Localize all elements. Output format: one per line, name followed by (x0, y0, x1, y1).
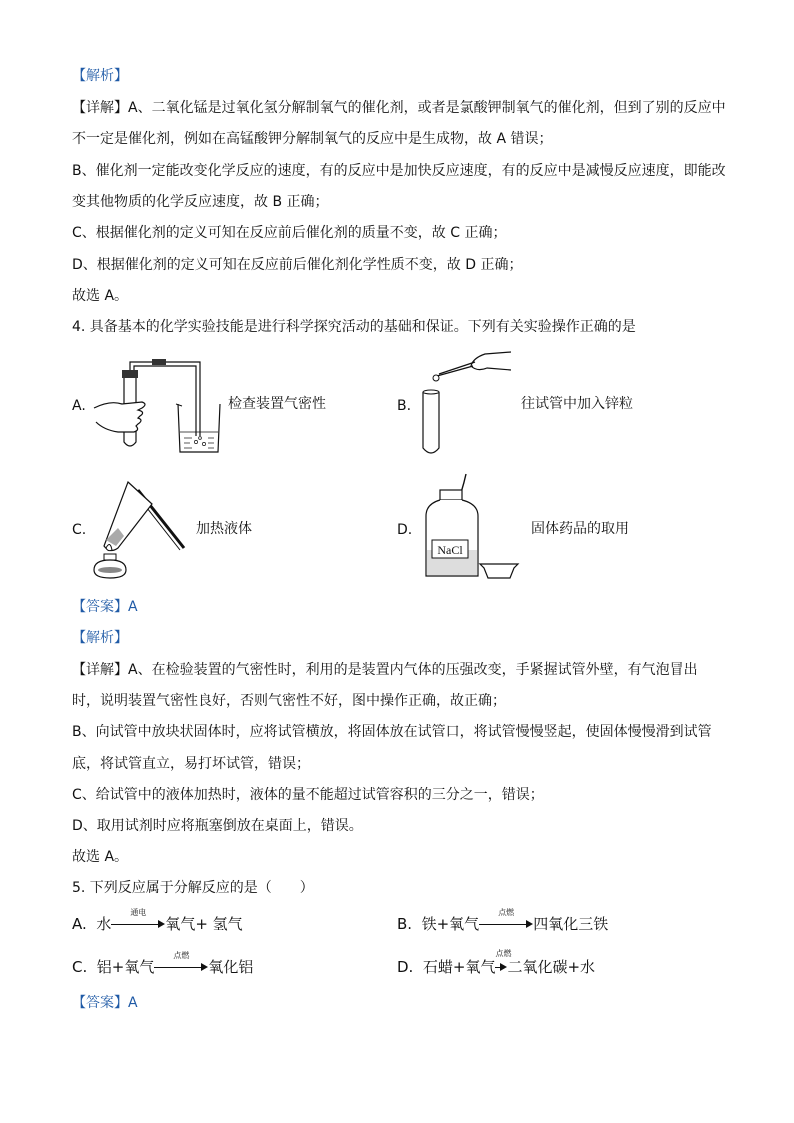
q4-stem: 4. 具备基本的化学实验技能是进行科学探究活动的基础和保证。下列有关实验操作正确的是 (72, 319, 636, 335)
q5-option-d-reactants: 石蜡+氧气 (422, 958, 496, 976)
reaction-arrow (479, 908, 533, 934)
q4-option-d-caption: 固体药品的取用 (531, 521, 629, 537)
q3-option-b-line-2: 变其他物质的化学反应速度，故 B 正确； (72, 194, 329, 210)
q5-option-a-reactants: 水 (96, 915, 112, 933)
reaction-arrow (111, 908, 165, 934)
q5-option-d (397, 949, 596, 977)
q4-option-c-caption: 加热液体 (196, 521, 252, 537)
reaction-condition: 通电 (130, 908, 147, 917)
add-zinc-granule-figure (415, 344, 515, 460)
q5-option-a-products: 氧气+ 氢气 (165, 915, 243, 933)
q4-option-b-letter: B. (397, 398, 412, 414)
reaction-condition: 点燃 (498, 908, 515, 917)
q5-option-b-letter: B. (397, 915, 413, 933)
q3-option-b-line-1: B、催化剂一定能改变化学反应的速度，有的反应中是加快反应速度，有的反应中是减慢反应速度，即能改 (72, 163, 726, 179)
heating-liquid-figure (88, 478, 190, 582)
q3-detail-line-2: 不一定是催化剂，例如在高锰酸钾分解制氧气的反应中是生成物，故 A 错误； (72, 131, 553, 147)
q4-analysis-heading: 【解析】 (72, 630, 128, 646)
q3-conclusion: 故选 A。 (72, 288, 129, 304)
q5-option-c-reactants: 铝+氧气 (96, 958, 155, 976)
q5-option-c-products: 氧化铝 (208, 958, 254, 976)
q4-option-a-letter: A. (72, 398, 86, 414)
q4-option-a-caption: 检查装置气密性 (228, 396, 326, 412)
q3-option-c-line: C、根据催化剂的定义可知在反应前后催化剂的质量不变，故 C 正确； (72, 225, 507, 241)
reaction-arrow (495, 949, 512, 977)
reaction-condition: 点燃 (173, 951, 190, 960)
q4-option-c-letter: C. (72, 522, 87, 538)
solid-reagent-figure (418, 472, 522, 580)
q5-option-b-reactants: 铁+氧气 (421, 915, 480, 933)
q3-analysis-heading: 【解析】 (72, 68, 128, 84)
q5-option-c (72, 951, 254, 977)
q3-option-d-line: D、根据催化剂的定义可知在反应前后催化剂化学性质不变，故 D 正确； (72, 257, 523, 273)
q4-detail-line-1: 【详解】A、在检验装置的气密性时，利用的是装置内气体的压强改变，手紧握试管外壁，有气泡冒出 (72, 662, 698, 678)
q4-detail-line-2: 时，说明装置气密性良好，否则气密性不好，图中操作正确，故正确； (72, 693, 506, 709)
q4-option-b-caption: 往试管中加入锌粒 (521, 396, 633, 412)
q5-option-d-letter: D. (397, 958, 414, 976)
q4-option-d-letter: D. (397, 522, 413, 538)
q5-answer: 【答案】A (72, 995, 138, 1011)
q3-detail-line-1: 【详解】A、二氧化锰是过氧化氢分解制氧气的催化剂，或者是氯酸钾制氧气的催化剂，但到了别的反应中 (72, 100, 726, 116)
q4-option-d-line: D、取用试剂时应将瓶塞倒放在桌面上，错误。 (72, 818, 363, 834)
q5-stem: 5. 下列反应属于分解反应的是（ ） (72, 880, 314, 896)
reaction-condition: 点燃 (495, 949, 512, 958)
q4-answer: 【答案】A (72, 599, 138, 615)
reaction-arrow (154, 951, 208, 977)
airtightness-check-figure (92, 356, 222, 456)
q5-option-d-products: 二氧化碳+水 (507, 958, 596, 976)
q5-option-b-products: 四氧化三铁 (533, 915, 609, 933)
q5-option-c-letter: C. (72, 958, 88, 976)
q5-option-b (397, 908, 609, 934)
q4-option-c-line: C、给试管中的液体加热时，液体的量不能超过试管容积的三分之一，错误； (72, 787, 544, 803)
q5-option-a-letter: A. (72, 915, 87, 933)
q4-conclusion: 故选 A。 (72, 849, 129, 865)
q4-option-b-line-2: 底，将试管直立，易打坏试管，错误； (72, 756, 310, 772)
nacl-label: NaCl (437, 543, 463, 557)
q5-option-a (72, 908, 243, 934)
q4-option-b-line-1: B、向试管中放块状固体时，应将试管横放，将固体放在试管口，将试管慢慢竖起，使固体慢慢滑到试管 (72, 724, 712, 740)
